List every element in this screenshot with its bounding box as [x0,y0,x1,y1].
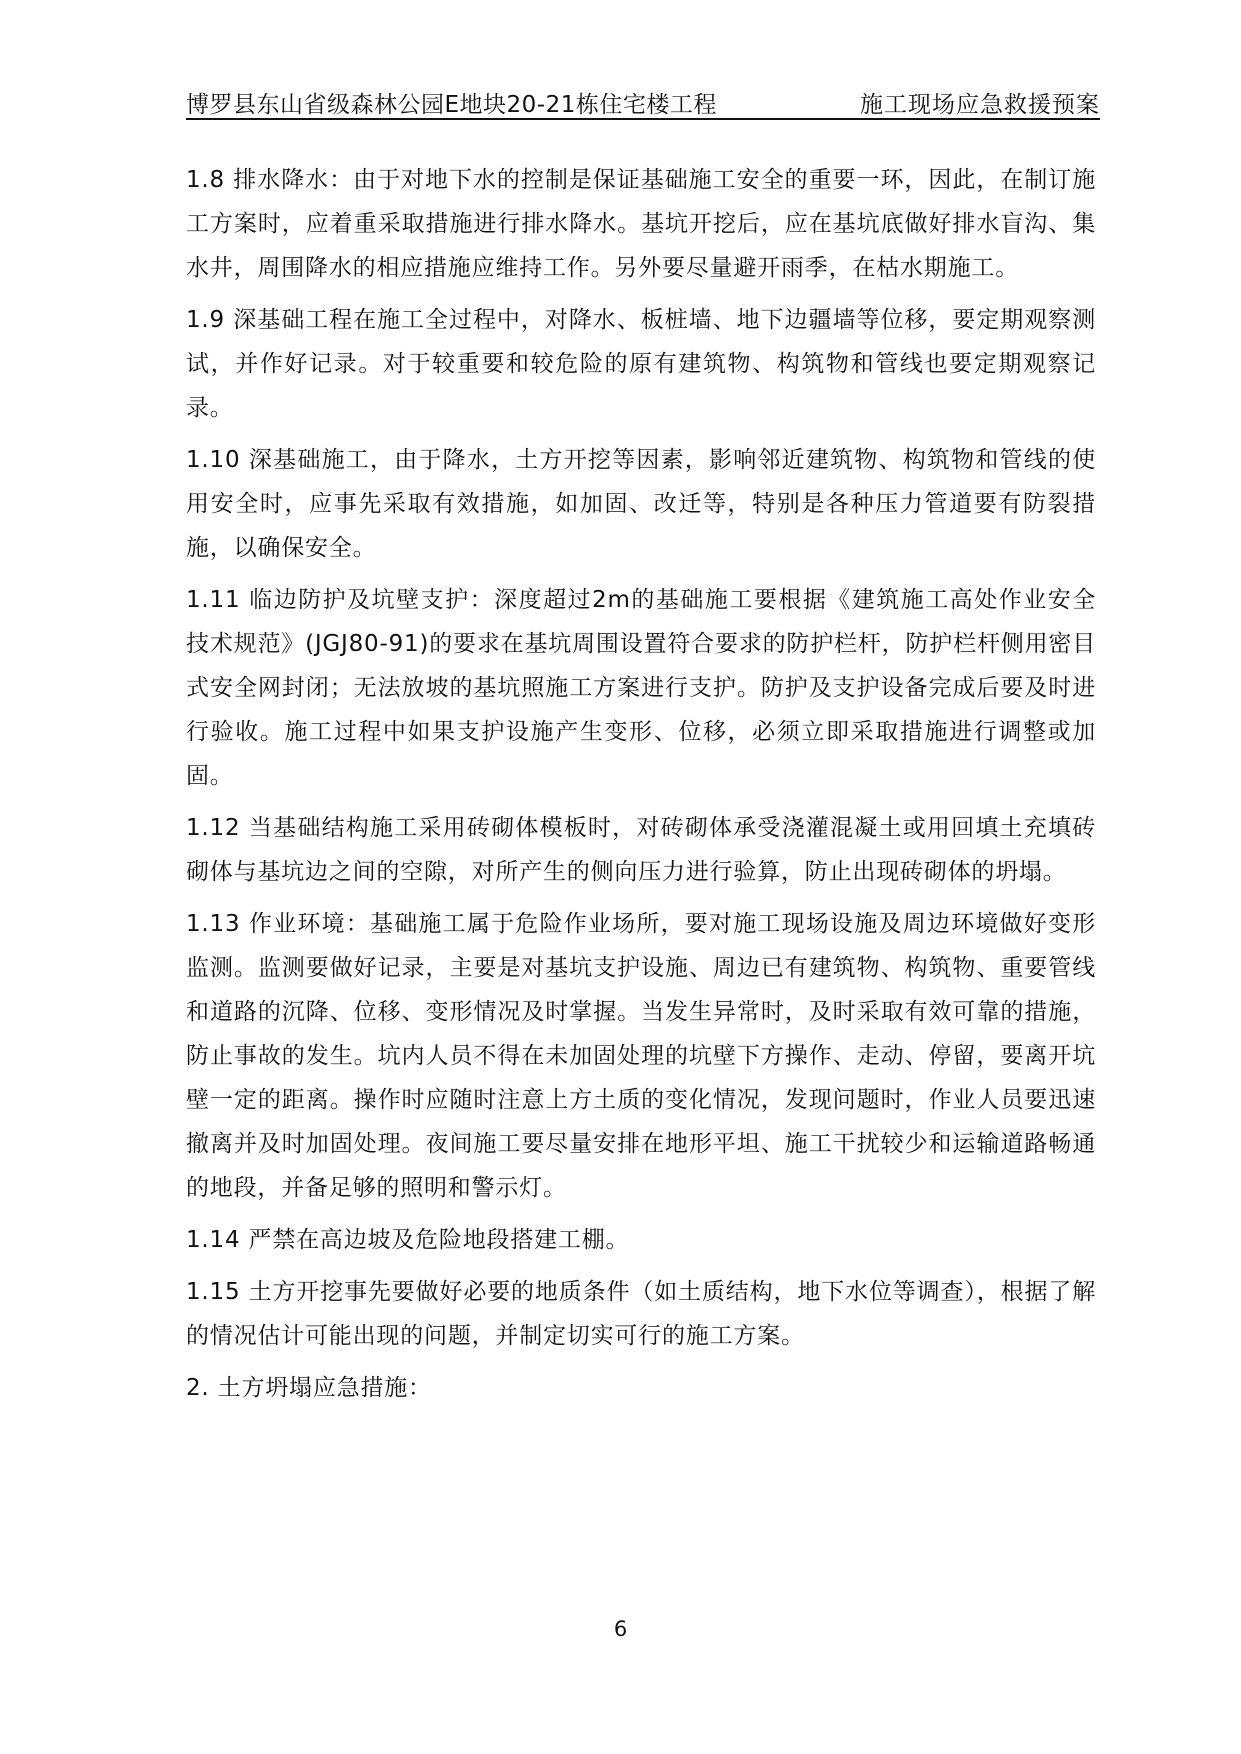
paragraph-1-15: 1.15 土方开挖事先要做好必要的地质条件（如土质结构，地下水位等调查），根据了解的情况估计可能出现的问题，并制定切实可行的施工方案。 [186,1279,1096,1349]
page-header [186,86,1100,120]
project-title: 博罗县东山省级森林公园E地块20-21栋住宅楼工程 [186,92,717,118]
document-title: 施工现场应急救援预案 [860,92,1100,118]
paragraph-1-8: 1.8 排水降水：由于对地下水的控制是保证基础施工安全的重要一环，因此，在制订施工方案时，应着重采取措施进行排水降水。基坑开挖后，应在基坑底做好排水盲沟、集水井，周围降水的相应措施应维持工作。另外要尽量避开雨季，在枯水期施工。 [186,167,1096,281]
paragraph-1-12: 1.12 当基础结构施工采用砖砌体模板时，对砖砌体承受浇灌混凝土或用回填土充填砖砌体与基坑边之间的空隙，对所产生的侧向压力进行验算，防止出现砖砌体的坍塌。 [186,815,1096,885]
header-divider [186,118,1100,120]
paragraph-1-14: 1.14 严禁在高边坡及危险地段搭建工棚。 [186,1227,630,1253]
paragraph-1-9: 1.9 深基础工程在施工全过程中，对降水、板桩墙、地下边疆墙等位移，要定期观察测试，并作好记录。对于较重要和较危险的原有建筑物、构筑物和管线也要定期观察记录。 [186,307,1096,421]
section-heading-2: 2. 土方坍塌应急措施： [186,1375,432,1401]
paragraph-1-10: 1.10 深基础施工，由于降水，土方开挖等因素，影响邻近建筑物、构筑物和管线的使用安全时，应事先采取有效措施，如加固、改迁等，特别是各种压力管道要有防裂措施，以确保安全。 [186,447,1096,561]
paragraph-1-11: 1.11 临边防护及坑壁支护：深度超过2m的基础施工要根据《建筑施工高处作业安全技术规范》(JGJ80-91)的要求在基坑周围设置符合要求的防护栏杆，防护栏杆侧用密目式安全网封闭；无法放坡的基坑照施工方案进行支护。防护及支护设备完成后要及时进行验收。施工过程中如果支护设施产生变形、位移，必须立即采取措施进行调整或加固。 [186,587,1096,789]
paragraph-1-13: 1.13 作业环境：基础施工属于危险作业场所，要对施工现场设施及周边环境做好变形监测。监测要做好记录，主要是对基坑支护设施、周边已有建筑物、构筑物、重要管线和道路的沉降、位移、变形情况及时掌握。当发生异常时，及时采取有效可靠的措施，防止事故的发生。坑内人员不得在未加固处理的坑壁下方操作、走动、停留，要离开坑壁一定的距离。操作时应随时注意上方土质的变化情况，发现问题时，作业人员要迅速撤离并及时加固处理。夜间施工要尽量安排在地形平坦、施工干扰较少和运输道路畅通的地段，并备足够的照明和警示灯。 [186,911,1096,1201]
page-number: 6 [613,1617,628,1641]
body-content [186,158,1096,1418]
